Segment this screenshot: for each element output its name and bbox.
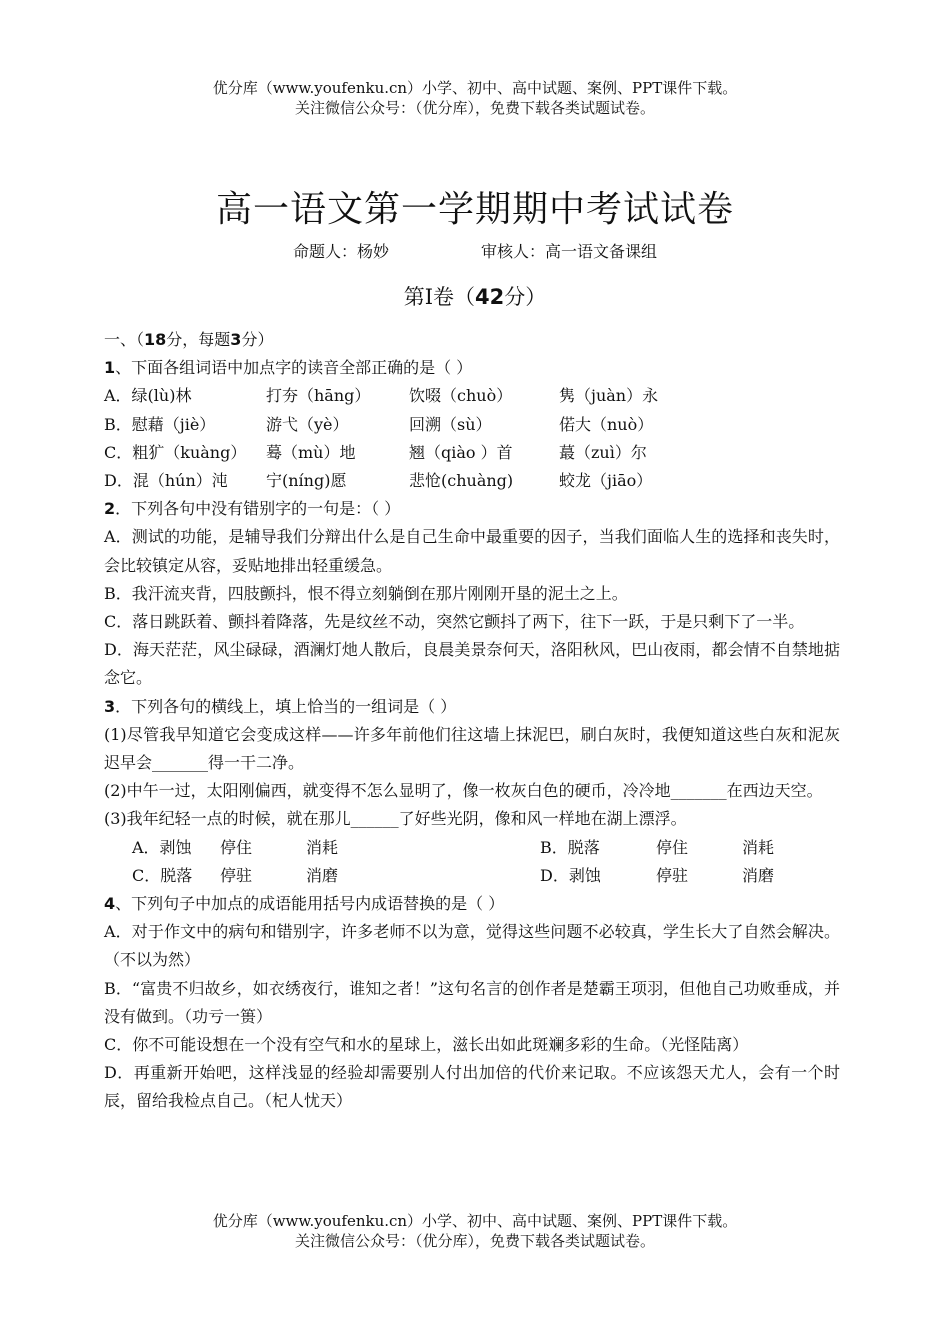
q2-option-c: C．落日跳跃着、颤抖着降落，先是纹丝不动，突然它颤抖了两下，往下一跃，于是只剩下了一半。 (104, 611, 805, 631)
question-3: 3．下列各句的横线上，填上恰当的一组词是（ ） (104, 696, 457, 716)
q3-sentence-3: (3)我年纪轻一点的时候，就在那儿______了好些光阴，像和风一样地在湖上漂浮。 (104, 809, 687, 829)
question-2: 2．下列各句中没有错别字的一句是：（ ） (104, 499, 401, 519)
q4-option-d: D．再重新开始吧，这样浅显的经验却需要别人付出加倍的代价来记取。不应该怨天尤人，会有一个时辰，留给我检点自己。（杞人忧天） (104, 1063, 840, 1111)
q2-option-d: D．海天茫茫，风尘碌碌，酒澜灯灺人散后，良晨美景奈何天，洛阳秋风，巴山夜雨，都会情不自禁地掂念它。 (104, 640, 840, 688)
q3-choices-row-2: C．脱落 停驻 消磨 D．剥蚀 停驻 消磨 (132, 865, 775, 885)
q4-option-b: B．“富贵不归故乡，如衣绣夜行，谁知之者！”这句名言的创作者是楚霸王项羽，但他自己功败垂成，并没有做到。（功亏一篑） (104, 978, 840, 1026)
question-1: 1、下面各组词语中加点字的读音全部正确的是（ ） (104, 358, 473, 378)
q1-option-b: B．慰藉（jiè） 游弋（yè） 回溯（sù） 偌大（nuò） (104, 414, 654, 434)
section-heading: 第Ⅰ卷（42分） (403, 285, 547, 309)
q2-option-b: B．我汗流夹背，四肢颤抖，恨不得立刻躺倒在那片刚刚开垦的泥土之上。 (104, 583, 628, 603)
header-line-1: 优分库（www.youfenku.cn）小学、初中、高中试题、案例、PPT课件下载。 (212, 79, 738, 97)
footer-line-1: 优分库（www.youfenku.cn）小学、初中、高中试题、案例、PPT课件下载。 (212, 1212, 738, 1230)
part-heading: 一、（18分，每题3分） (104, 330, 274, 349)
q1-option-d: D．混（hún）沌 宁(níng)愿 悲怆(chuàng) 蛟龙（jiāo） (104, 470, 653, 490)
page-title: 高一语文第一学期期中考试试卷 (215, 189, 734, 230)
header-line-2: 关注微信公众号：（优分库），免费下载各类试题试卷。 (294, 99, 655, 117)
q1-option-a: A．绿(lù)林 打夯（hāng） 饮啜（chuò） 隽（juàn）永 (104, 386, 659, 406)
section-score: 42 (475, 285, 505, 309)
setter: 命题人：杨妙 (292, 242, 389, 261)
footer-line-2: 关注微信公众号：（优分库），免费下载各类试题试卷。 (294, 1232, 655, 1250)
q2-option-a: A．测试的功能，是辅导我们分辩出什么是自己生命中最重要的因子，当我们面临人生的选择和丧失时，会比较镇定从容，妥贴地排出轻重缓急。 (104, 527, 840, 575)
exam-content (104, 326, 840, 1116)
question-4: 4、下列句子中加点的成语能用括号内成语替换的是（ ） (104, 893, 505, 913)
q3-sentence-1: (1)尽管我早知道它会变成这样——许多年前他们往这墙上抹泥巴，刷白灰时，我便知道这些白灰和泥灰迟早会_______得一干二净。 (104, 724, 840, 772)
q1-option-c: C．粗犷（kuàng） 蓦（mù）地 翘（qiào ）首 蕞（zuì）尔 (104, 442, 647, 462)
reviewer: 审核人：高一语文备课组 (481, 242, 658, 261)
q4-option-c: C．你不可能设想在一个没有空气和水的星球上，滋长出如此斑斓多彩的生命。（光怪陆离） (104, 1034, 749, 1054)
q4-option-a: A．对于作文中的病句和错别字，许多老师不以为意，觉得这些问题不必较真，学生长大了自然会解决。（不以为然） (104, 922, 840, 970)
q3-choices-row-1: A．剥蚀 停住 消耗 B．脱落 停住 消耗 (132, 837, 775, 857)
q3-sentence-2: (2)中午一过，太阳刚偏西，就变得不怎么显明了，像一枚灰白色的硬币，冷冷地_______在西边天空。 (104, 781, 823, 801)
authors (0, 240, 950, 264)
